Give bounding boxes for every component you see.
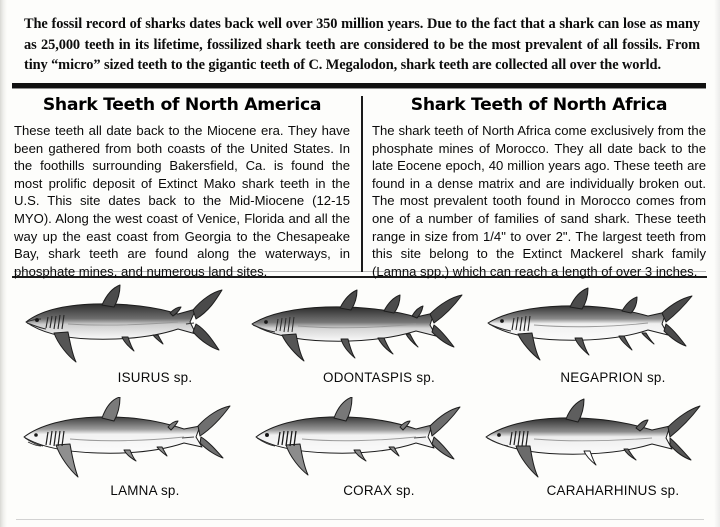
shark-label-corax: CORAX sp. [343, 483, 415, 498]
shark-negaprion-illustration [478, 284, 712, 370]
shark-caraharhinus-illustration [478, 397, 712, 483]
column-north-america [14, 95, 350, 280]
shark-corax-illustration [244, 397, 478, 483]
column-heading-north-africa: Shark Teeth of North Africa [410, 95, 668, 115]
header-rule-thick [12, 83, 706, 88]
shark-row-bottom [10, 397, 712, 510]
column-heading-north-america: Shark Teeth of North America [42, 95, 322, 115]
column-body-north-america: These teeth all date back to the Miocene era. They have been gathered from both coasts of the United States. In the foothills surrounding Bakersfield, Ca. is found the most prolific deposit of Extinct Mako shark teeth in the U.S. This site dates back to the Mid-Miocene (12-15 MYO). Along the west coast of Venice, Florida and all the way up the east coast from Georgia to the Chesapeake Bay, shark teeth are found along the waterways, in phosphate mines, and numerous land sites. [14, 123, 350, 279]
shark-illustration-grid [10, 284, 712, 514]
shark-isurus-illustration [10, 284, 244, 370]
shark-cell-lamna [10, 397, 244, 510]
shark-label-odontaspis: ODONTASPIS sp. [323, 370, 435, 385]
shark-cell-negaprion [478, 284, 712, 397]
column-divider [361, 96, 363, 272]
shark-cell-caraharhinus [478, 397, 712, 510]
shark-cell-isurus [10, 284, 244, 397]
shark-odontaspis-illustration [244, 284, 478, 370]
intro-paragraph: The fossil record of sharks dates back well over 350 million years. Due to the fact that a shark can lose as many as 25,000 teeth in its lifetime, fossilized shark teeth are considered to be the most prevalent of all fossils. From tiny “micro” sized teeth to the gigantic teeth of C. Megalodon, shark teeth are collected all over the world. [24, 16, 700, 73]
footer-rule [16, 519, 704, 520]
column-body-north-africa: The shark teeth of North Africa come exclusively from the phosphate mines of Morocco. They all date back to the late Eocene epoch, 40 million years ago. These teeth are found in a dense matrix and are individually broken out. The most prevalent tooth found in Morocco comes from one of a number of families of sand shark. These teeth range in size from 1/4" to over 2". The largest teeth from this site belong to the Extinct Mackerel shark family (Lamna spp.) which can reach a length of over 3 inches. [372, 123, 706, 279]
shark-cell-odontaspis [244, 284, 478, 397]
shark-label-caraharhinus: CARAHARHINUS sp. [546, 483, 680, 498]
shark-cell-corax [244, 397, 478, 510]
shark-row-top [10, 284, 712, 397]
shark-label-isurus: ISURUS sp. [117, 370, 193, 385]
column-north-africa [372, 95, 706, 280]
shark-label-lamna: LAMNA sp. [110, 483, 180, 498]
shark-label-negaprion: NEGAPRION sp. [560, 370, 666, 385]
shark-lamna-illustration [10, 397, 244, 483]
